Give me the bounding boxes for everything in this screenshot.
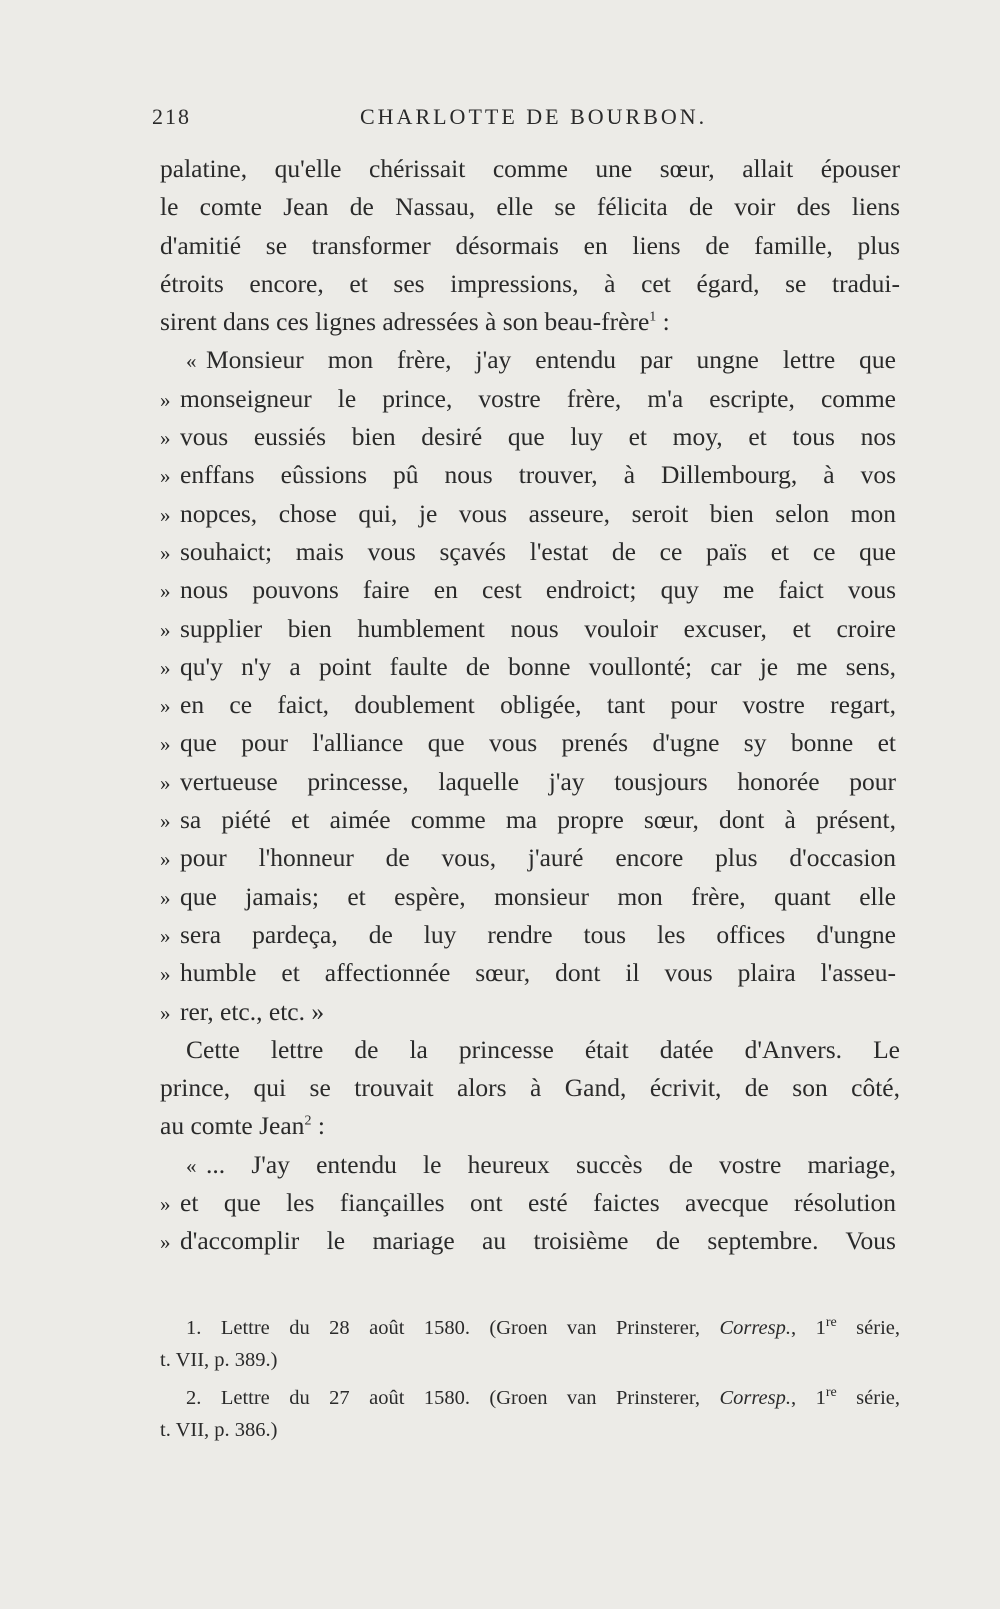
text-segment: : <box>311 1111 325 1141</box>
text-line: étroits encore, et ses impressions, à cet égard, se tradui- <box>160 268 900 298</box>
text-line: d'amitié se transformer désormais en liens de famille, plus <box>160 230 900 260</box>
cont-quote-mark: » <box>160 579 171 604</box>
quote-text: supplier bien humblement nous vouloir excuser, et croire <box>180 613 896 643</box>
quote-line <box>160 456 900 494</box>
text-line <box>160 303 900 341</box>
footnote-work-title: Corresp. <box>719 1387 792 1409</box>
quote-line <box>160 495 900 533</box>
cont-quote-mark: » <box>160 540 171 565</box>
quote-line <box>160 418 900 456</box>
quote-text: monseigneur le prince, vostre frère, m'a escripte, comme <box>180 383 896 413</box>
text-segment: sirent dans ces lignes adressées à son beau-frère <box>160 307 650 337</box>
text-segment: au comte Jean <box>160 1111 305 1141</box>
quote-text: sa piété et aimée comme ma propre sœur, dont à présent, <box>180 805 896 835</box>
open-quote-mark: « <box>186 1153 197 1178</box>
quote-line <box>160 1222 900 1260</box>
footnote-superscript: re <box>825 1315 837 1331</box>
quote-line <box>160 993 900 1031</box>
quote-line <box>160 1146 900 1184</box>
quote-line <box>160 571 900 609</box>
quote-text: en ce faict, doublement obligée, tant pour vostre regart, <box>180 690 896 720</box>
cont-quote-mark: » <box>160 770 171 795</box>
footnote-text: 2. Lettre du 27 août 1580. (Groen van Prinsterer, <box>186 1387 720 1409</box>
footnotes <box>160 1312 900 1446</box>
quote-line <box>160 648 900 686</box>
quote-line <box>160 878 900 916</box>
quote-text: Monsieur mon frère, j'ay entendu par ungne lettre que <box>206 345 896 375</box>
cont-quote-mark: » <box>160 426 171 451</box>
page-number: 218 <box>152 104 191 129</box>
footnote-2-cont: t. VII, p. 386.) <box>160 1419 278 1441</box>
quote-text: que pour l'alliance que vous prenés d'ugne sy bonne et <box>180 728 896 758</box>
text-line: prince, qui se trouvait alors à Gand, écrivit, de son côté, <box>160 1073 900 1103</box>
quote-line <box>160 724 900 762</box>
quote-text: ... J'ay entendu le heureux succès de vostre mariage, <box>206 1149 896 1179</box>
cont-quote-mark: » <box>160 655 171 680</box>
text-line: palatine, qu'elle chérissait comme une sœur, allait épouser <box>160 154 900 183</box>
quote-text: vertueuse princesse, laquelle j'ay tousjours honorée pour <box>180 766 896 796</box>
footnote-text: , 1 <box>791 1387 826 1409</box>
footnote-ref-2: 2 <box>304 1113 312 1129</box>
quote-line <box>160 686 900 724</box>
running-head <box>152 104 892 134</box>
quote-text: sera pardeça, de luy rendre tous les offices d'ungne <box>180 919 896 949</box>
quote-text: pour l'honneur de vous, j'auré encore plus d'occasion <box>180 843 896 873</box>
quote-text: que jamais; et espère, monsieur mon frère, quant elle <box>180 881 896 911</box>
quote-text: vous eussiés bien desiré que luy et moy, et tous nos <box>180 422 896 452</box>
quote-line <box>160 1184 900 1222</box>
cont-quote-mark: » <box>160 464 171 489</box>
footnote-text: 1. Lettre du 28 août 1580. (Groen van Prinsterer, <box>186 1317 720 1339</box>
cont-quote-mark: » <box>160 923 171 948</box>
cont-quote-mark: » <box>160 809 171 834</box>
quote-text: d'accomplir le mariage au troisième de septembre. Vous <box>180 1226 896 1256</box>
cont-quote-mark: » <box>160 962 171 987</box>
cont-quote-mark: » <box>160 502 171 527</box>
cont-quote-mark: » <box>160 1192 171 1217</box>
footnote-1-cont: t. VII, p. 389.) <box>160 1349 278 1371</box>
cont-quote-mark: » <box>160 732 171 757</box>
quote-text: nopces, chose qui, je vous asseure, seroit bien selon mon <box>180 498 896 528</box>
text-line <box>160 1107 900 1145</box>
cont-quote-mark: » <box>160 387 171 412</box>
footnote-text: , 1 <box>791 1317 826 1339</box>
footnote-2 <box>160 1382 900 1414</box>
footnote-text: série, <box>836 1387 901 1409</box>
footnote-1 <box>160 1312 900 1344</box>
cont-quote-mark: » <box>160 847 171 872</box>
cont-quote-mark: » <box>160 1000 171 1025</box>
text-segment: : <box>656 307 670 337</box>
cont-quote-mark: » <box>160 617 171 642</box>
text-line: Cette lettre de la princesse était datée d'Anvers. Le <box>186 1034 900 1064</box>
footnote-work-title: Corresp. <box>719 1317 792 1339</box>
quote-text: et que les fiançailles ont esté faictes avecque résolution <box>180 1188 896 1218</box>
footnote-text: série, <box>836 1317 901 1339</box>
quote-text: souhaict; mais vous sçavés l'estat de ce païs et ce que <box>180 536 896 566</box>
quote-line <box>160 916 900 954</box>
quote-line <box>160 839 900 877</box>
quote-line <box>160 533 900 571</box>
cont-quote-mark: » <box>160 1230 171 1255</box>
cont-quote-mark: » <box>160 885 171 910</box>
running-title: CHARLOTTE DE BOURBON. <box>360 104 708 129</box>
quote-text: humble et affectionnée sœur, dont il vous plaira l'asseu- <box>180 958 896 988</box>
quote-text: enffans eûssions pû nous trouver, à Dillembourg, à vos <box>180 460 896 490</box>
quote-text: qu'y n'y a point faulte de bonne voullonté; car je me sens, <box>180 651 896 681</box>
quote-line <box>160 610 900 648</box>
quote-line <box>160 380 900 418</box>
footnote-ref-1: 1 <box>649 309 657 325</box>
open-quote-mark: « <box>186 349 197 374</box>
quote-line <box>160 954 900 992</box>
quote-line <box>160 763 900 801</box>
text-line: le comte Jean de Nassau, elle se félicita de voir des liens <box>160 192 900 222</box>
cont-quote-mark: » <box>160 694 171 719</box>
quote-text: nous pouvons faire en cest endroict; quy me faict vous <box>180 575 896 605</box>
quote-text: rer, etc., etc. » <box>180 996 325 1026</box>
footnote-superscript: re <box>825 1385 837 1401</box>
quote-line <box>160 341 900 379</box>
quote-line <box>160 801 900 839</box>
body-text <box>160 150 900 1261</box>
